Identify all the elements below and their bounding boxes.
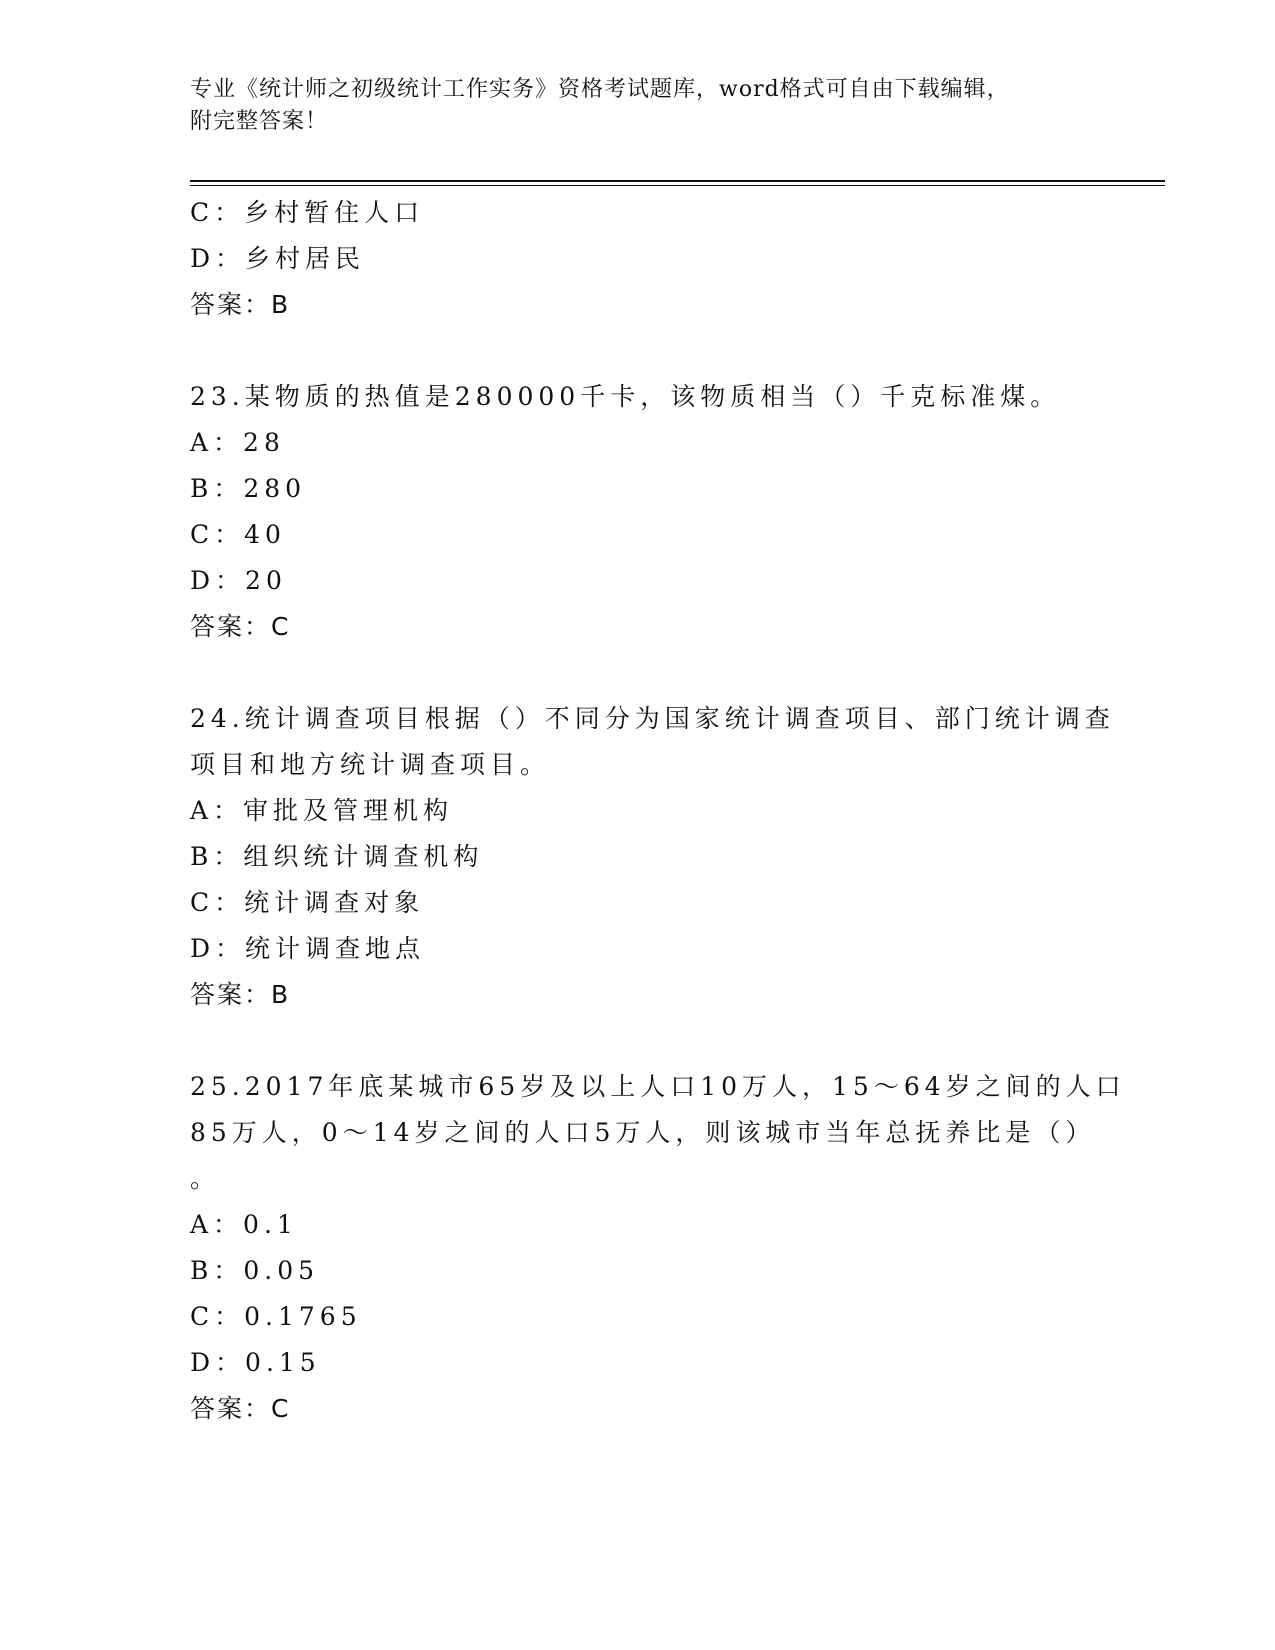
spacer [190, 650, 1090, 696]
prev-option-d: D：乡村居民 [190, 244, 366, 273]
prev-option-c: C：乡村暂住人口 [190, 198, 425, 227]
spacer [190, 1018, 1090, 1064]
document-header [190, 74, 1090, 138]
option-c: C：40 [190, 520, 286, 549]
answer: 答案：C [190, 1394, 291, 1423]
question-block [190, 374, 1090, 650]
answer: 答案：C [190, 612, 291, 641]
option-b: B：组织统计调查机构 [190, 842, 484, 871]
option-a: A：审批及管理机构 [190, 796, 454, 825]
spacer [190, 328, 1090, 374]
option-d: D：20 [190, 566, 287, 595]
question-text-cont: 。 [190, 1164, 221, 1193]
header-line-1: 专业《统计师之初级统计工作实务》资格考试题库，word格式可自由下载编辑， [190, 77, 1010, 102]
option-c: C：0.1765 [190, 1302, 362, 1331]
option-b: B：0.05 [190, 1256, 320, 1285]
option-a: A：0.1 [190, 1210, 298, 1239]
answer: 答案：B [190, 980, 291, 1009]
option-d: D：0.15 [190, 1348, 321, 1377]
option-b: B：280 [190, 474, 307, 503]
option-a: A：28 [190, 428, 285, 457]
option-d: D：统计调查地点 [190, 934, 426, 963]
question-text-cont: 85万人，0～14岁之间的人口5万人，则该城市当年总抚养比是（） [190, 1118, 1096, 1147]
header-line-2: 附完整答案！ [190, 109, 329, 134]
question-content [190, 190, 1126, 1432]
question-text-cont: 项目和地方统计调查项目。 [190, 750, 551, 779]
question-text: 23.某物质的热值是280000千卡，该物质相当（）千克标准煤。 [190, 382, 1061, 411]
question-block [190, 1064, 1126, 1432]
header-rule-thin [190, 185, 1165, 186]
question-block [190, 696, 1115, 1018]
question-text: 24.统计调查项目根据（）不同分为国家统计调查项目、部门统计调查 [190, 704, 1115, 733]
question-text: 25.2017年底某城市65岁及以上人口10万人，15～64岁之间的人口 [190, 1072, 1126, 1101]
option-c: C：统计调查对象 [190, 888, 425, 917]
prev-answer: 答案：B [190, 290, 291, 319]
header-rule-thick [190, 180, 1165, 182]
